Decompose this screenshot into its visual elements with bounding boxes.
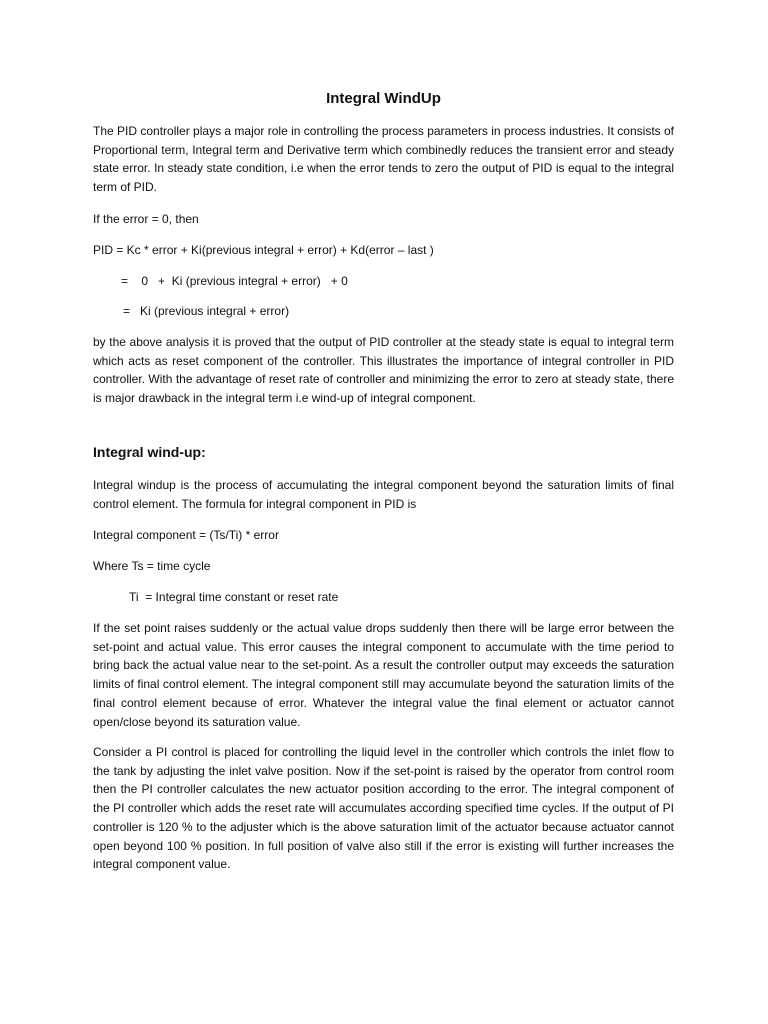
equation-line-1: PID = Kc * error + Ki(previous integral + error) + Kd(error – last ) <box>93 243 434 257</box>
error-condition-line: If the error = 0, then <box>93 212 199 226</box>
example-paragraph: Consider a PI control is placed for controlling the liquid level in the controller which controls the inlet flow to the tank by adjusting the inlet valve position. Now if the set-point is raised by the operator from control room then the PI controller calculates the new actuator position according to the error. The integral component of the PI controller which adds the reset rate will accumulates according specified time cycles. If the output of PI controller is 120 % to the adjuster which is the above saturation limit of the actuator because actuator cannot open beyond 100 % position. In full position of valve also still if the error is existing will further increases the integral component value. <box>93 745 674 872</box>
formula-line: Integral component = (Ts/Ti) * error <box>93 528 279 542</box>
document-title: Integral WindUp <box>326 90 441 107</box>
analysis-paragraph: by the above analysis it is proved that the output of PID controller at the steady state is equal to integral term which acts as reset component of the controller. This illustrates the importance of integral controller in PID controller. With the advantage of reset rate of controller and minimizing the error to zero at steady state, there is major drawback in the integral term i.e wind-up of integral component. <box>93 335 674 406</box>
section-heading: Integral wind-up: <box>93 444 206 460</box>
windup-definition-paragraph: Integral windup is the process of accumulating the integral component beyond the saturation limits of final control element. The formula for integral component in PID is <box>93 478 674 511</box>
equation-line-2: = 0 + Ki (previous integral + error) + 0 <box>121 274 348 288</box>
intro-paragraph: The PID controller plays a major role in controlling the process parameters in process industries. It consists of Proportional term, Integral term and Derivative term which combinedly reduces the transient error and steady state error. In steady state condition, i.e when the error tends to zero the output of PID is equal to the integral term of PID. <box>93 124 674 195</box>
where-ti-line: Ti = Integral time constant or reset rate <box>129 590 339 604</box>
where-ts-line: Where Ts = time cycle <box>93 559 211 573</box>
setpoint-paragraph: If the set point raises suddenly or the actual value drops suddenly then there will be large error between the set-point and actual value. This error causes the integral component to accumulate with the time period to bring back the actual value near to the set-point. As a result the controller output may exceeds the saturation limits of final control element. The integral component still may accumulate beyond the saturation limits of the final control element because of error. Whatever the integral value the final element or actuator cannot open/close beyond its saturation value. <box>93 621 674 729</box>
equation-line-3: = Ki (previous integral + error) <box>123 304 290 318</box>
